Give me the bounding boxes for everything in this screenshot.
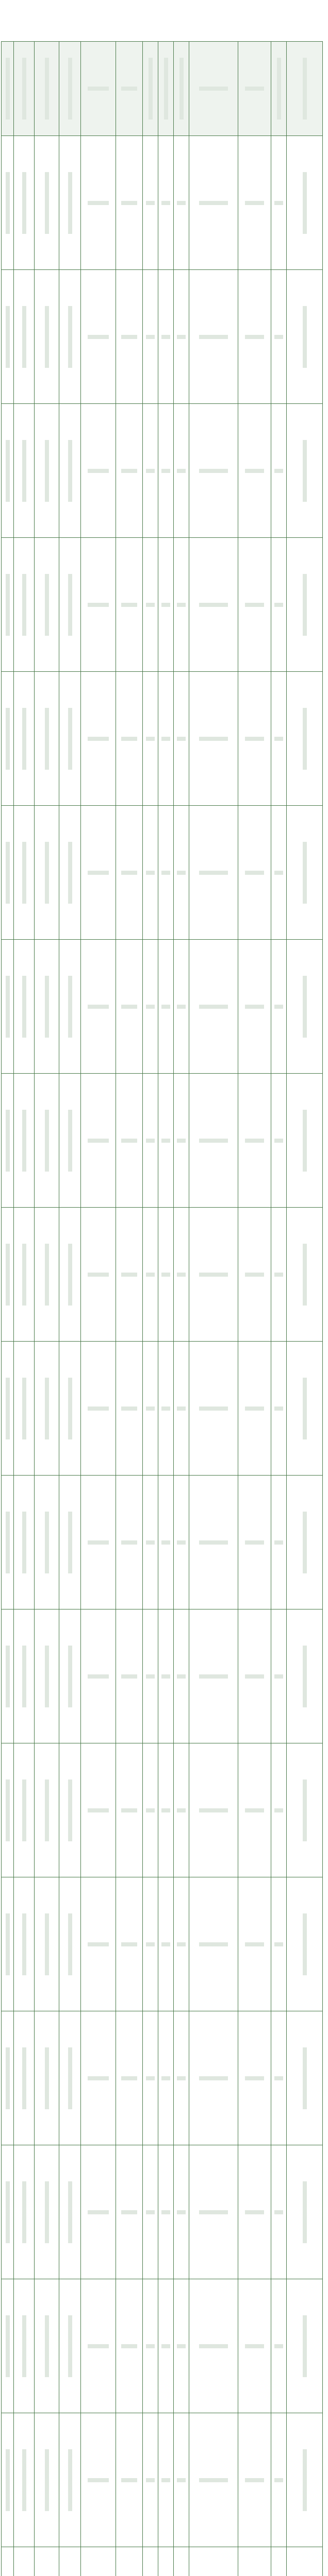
table-cell [158,1074,174,1208]
table-cell [14,940,35,1074]
table-cell [143,1877,158,2011]
table-cell [14,1743,35,1877]
table-cell [238,2279,271,2413]
table-cell [174,2547,189,2576]
table-cell [189,2547,238,2576]
table-cell [287,538,323,672]
table-cell [174,1208,189,1342]
column-header [189,42,238,136]
table-cell [238,940,271,1074]
table-cell [238,1074,271,1208]
table-cell [238,2547,271,2576]
table-cell [14,1877,35,2011]
table-cell [2,1476,14,1609]
table-cell [287,1743,323,1877]
table-row [2,2413,323,2547]
table-cell [158,2145,174,2279]
table-cell [158,2547,174,2576]
table-cell [14,2145,35,2279]
table-cell [35,270,59,404]
table-cell [158,806,174,940]
table-cell [2,538,14,672]
table-cell [59,1074,81,1208]
table-cell [81,1342,116,1476]
table-cell [116,2413,143,2547]
table-cell [143,270,158,404]
table-cell [158,1743,174,1877]
table-cell [189,270,238,404]
table-cell [271,1476,287,1609]
table-cell [287,806,323,940]
table-cell [143,136,158,270]
table-cell [287,2413,323,2547]
table-cell [35,1609,59,1743]
table-cell [189,1743,238,1877]
table-cell [287,1074,323,1208]
table-cell [158,2011,174,2145]
column-header [174,42,189,136]
table-cell [14,270,35,404]
table-cell [14,2011,35,2145]
table-cell [81,806,116,940]
table-row [2,1342,323,1476]
table-cell [81,1208,116,1342]
table-row [2,940,323,1074]
column-header [287,42,323,136]
table-cell [116,672,143,806]
table-cell [59,2413,81,2547]
table-cell [35,1476,59,1609]
table-cell [35,1074,59,1208]
table-cell [271,2413,287,2547]
table-cell [143,2547,158,2576]
table-cell [81,1609,116,1743]
table-cell [238,404,271,538]
table-cell [116,538,143,672]
table-cell [174,672,189,806]
table-cell [81,1877,116,2011]
table-cell [143,2011,158,2145]
table-cell [2,2547,14,2576]
table-cell [81,1074,116,1208]
table-row [2,136,323,270]
table-cell [35,940,59,1074]
table-cell [143,806,158,940]
table-cell [143,2413,158,2547]
table-cell [59,1609,81,1743]
table-cell [271,806,287,940]
table-cell [81,2547,116,2576]
table-cell [14,672,35,806]
table-cell [158,940,174,1074]
table-cell [174,1074,189,1208]
table-cell [116,1743,143,1877]
table-cell [2,404,14,538]
table-row [2,270,323,404]
table-row [2,1208,323,1342]
table-cell [2,672,14,806]
table-cell [238,2011,271,2145]
table-cell [59,2547,81,2576]
table-cell [238,806,271,940]
table-row [2,1609,323,1743]
table-cell [158,404,174,538]
table-cell [2,1342,14,1476]
table-cell [35,672,59,806]
table-cell [143,672,158,806]
table-cell [287,1342,323,1476]
table-cell [271,136,287,270]
table-cell [59,404,81,538]
table-cell [158,1342,174,1476]
table-cell [238,1877,271,2011]
table-cell [174,1476,189,1609]
table-cell [158,672,174,806]
table-cell [59,1208,81,1342]
table-cell [271,2011,287,2145]
table-cell [238,672,271,806]
table-cell [271,1074,287,1208]
table-row [2,538,323,672]
table-cell [35,2145,59,2279]
table-cell [271,940,287,1074]
table-cell [174,1877,189,2011]
table-header-row [2,42,323,136]
table-cell [59,1743,81,1877]
column-header [158,42,174,136]
table-cell [271,1877,287,2011]
table-cell [158,2413,174,2547]
table-cell [81,1743,116,1877]
inspection-table [1,41,323,2576]
table-cell [35,538,59,672]
table-cell [2,940,14,1074]
column-header [59,42,81,136]
table-cell [2,1074,14,1208]
table-cell [14,1476,35,1609]
table-cell [143,1342,158,1476]
table-cell [189,136,238,270]
table-cell [143,404,158,538]
table-cell [189,2413,238,2547]
table-cell [116,2547,143,2576]
table-cell [158,1476,174,1609]
table-cell [14,136,35,270]
table-row [2,2279,323,2413]
table-row [2,1074,323,1208]
table-cell [189,806,238,940]
table-cell [81,538,116,672]
table-cell [287,1476,323,1609]
table-cell [271,404,287,538]
table-cell [287,2145,323,2279]
table-cell [271,1342,287,1476]
table-cell [143,1074,158,1208]
table-cell [158,1208,174,1342]
table-cell [238,1208,271,1342]
table-cell [271,270,287,404]
table-cell [174,2011,189,2145]
table-cell [116,1208,143,1342]
table-cell [238,1342,271,1476]
table-cell [59,806,81,940]
table-cell [2,2279,14,2413]
table-cell [238,270,271,404]
table-cell [287,136,323,270]
column-header [35,42,59,136]
table-cell [189,1609,238,1743]
table-cell [2,1609,14,1743]
table-cell [59,2279,81,2413]
table-cell [81,2011,116,2145]
table-cell [81,2413,116,2547]
table-cell [116,1476,143,1609]
table-cell [189,2011,238,2145]
table-row [2,2547,323,2576]
table-cell [238,2145,271,2279]
table-cell [189,940,238,1074]
table-row [2,404,323,538]
table-cell [271,2145,287,2279]
table-cell [116,1877,143,2011]
table-cell [287,1208,323,1342]
table-cell [189,1208,238,1342]
table-cell [174,806,189,940]
table-cell [2,2145,14,2279]
table-cell [59,1476,81,1609]
table-cell [287,2279,323,2413]
table-cell [81,2279,116,2413]
table-cell [116,136,143,270]
table-cell [238,2413,271,2547]
table-cell [271,1208,287,1342]
table-cell [189,1877,238,2011]
table-cell [35,136,59,270]
table-cell [143,538,158,672]
table-cell [116,2145,143,2279]
column-header [2,42,14,136]
table-cell [271,2279,287,2413]
table-cell [14,404,35,538]
table-cell [287,672,323,806]
table-cell [174,2145,189,2279]
table-cell [174,404,189,538]
column-header [116,42,143,136]
table-cell [35,1342,59,1476]
table-cell [35,2547,59,2576]
table-cell [2,270,14,404]
column-header [14,42,35,136]
table-cell [238,1609,271,1743]
table-cell [158,1877,174,2011]
table-cell [2,136,14,270]
table-cell [143,1609,158,1743]
table-cell [189,404,238,538]
table-cell [174,940,189,1074]
table-cell [174,2413,189,2547]
table-cell [59,270,81,404]
table-cell [116,2279,143,2413]
table-row [2,2145,323,2279]
table-cell [2,806,14,940]
table-cell [59,2145,81,2279]
table-cell [35,1877,59,2011]
table-cell [143,1476,158,1609]
table-cell [14,538,35,672]
table-row [2,1743,323,1877]
table-cell [158,2279,174,2413]
table-cell [287,1877,323,2011]
table-cell [14,2413,35,2547]
table-cell [287,404,323,538]
table-cell [158,538,174,672]
table-cell [143,2145,158,2279]
table-cell [189,1476,238,1609]
table-cell [116,940,143,1074]
table-row [2,806,323,940]
table-cell [81,2145,116,2279]
column-header [81,42,116,136]
column-header [143,42,158,136]
table-cell [158,1609,174,1743]
table-cell [174,538,189,672]
table-cell [174,1342,189,1476]
table-cell [81,1476,116,1609]
table-cell [81,672,116,806]
table-cell [116,1609,143,1743]
table-cell [35,1743,59,1877]
table-cell [116,404,143,538]
table-cell [35,2011,59,2145]
table-cell [116,2011,143,2145]
table-cell [174,270,189,404]
table-cell [35,2279,59,2413]
table-cell [81,940,116,1074]
table-row [2,2011,323,2145]
table-cell [287,2547,323,2576]
table-cell [59,136,81,270]
table-cell [59,940,81,1074]
table-cell [238,136,271,270]
table-cell [189,1342,238,1476]
table-row [2,672,323,806]
table-cell [14,1074,35,1208]
table-cell [271,1609,287,1743]
table-cell [81,404,116,538]
table-row [2,1877,323,2011]
table-cell [2,1877,14,2011]
table-cell [143,1743,158,1877]
column-header [238,42,271,136]
table-cell [81,136,116,270]
table-cell [271,672,287,806]
table-cell [59,1877,81,2011]
table-cell [189,2145,238,2279]
table-cell [271,2547,287,2576]
table-cell [189,672,238,806]
table-cell [116,1342,143,1476]
table-cell [238,1476,271,1609]
table-cell [174,136,189,270]
table-cell [287,270,323,404]
table-cell [59,672,81,806]
table-cell [2,1208,14,1342]
table-cell [2,2413,14,2547]
table-cell [271,538,287,672]
table-cell [287,1609,323,1743]
table-cell [14,1208,35,1342]
table-cell [158,270,174,404]
table-cell [287,2011,323,2145]
table-cell [287,940,323,1074]
table-cell [189,538,238,672]
table-cell [238,538,271,672]
table-cell [2,1743,14,1877]
table-cell [143,940,158,1074]
table-cell [189,2279,238,2413]
table-body [2,136,323,2576]
table-cell [189,1074,238,1208]
table-cell [59,2011,81,2145]
table-cell [14,1609,35,1743]
table-cell [238,1743,271,1877]
column-header [271,42,287,136]
table-cell [59,1342,81,1476]
table-cell [35,404,59,538]
table-cell [116,270,143,404]
table-cell [2,2011,14,2145]
table-cell [14,806,35,940]
table-cell [174,1609,189,1743]
table-cell [271,1743,287,1877]
table-cell [14,1342,35,1476]
table-cell [174,1743,189,1877]
table-cell [143,1208,158,1342]
table-cell [14,2279,35,2413]
table-row [2,1476,323,1609]
table-cell [143,2279,158,2413]
table-cell [81,270,116,404]
table-cell [116,1074,143,1208]
table-cell [174,2279,189,2413]
table-cell [14,2547,35,2576]
table-cell [116,806,143,940]
table-cell [35,806,59,940]
table-cell [35,1208,59,1342]
table-cell [59,538,81,672]
table-cell [158,136,174,270]
table-cell [35,2413,59,2547]
